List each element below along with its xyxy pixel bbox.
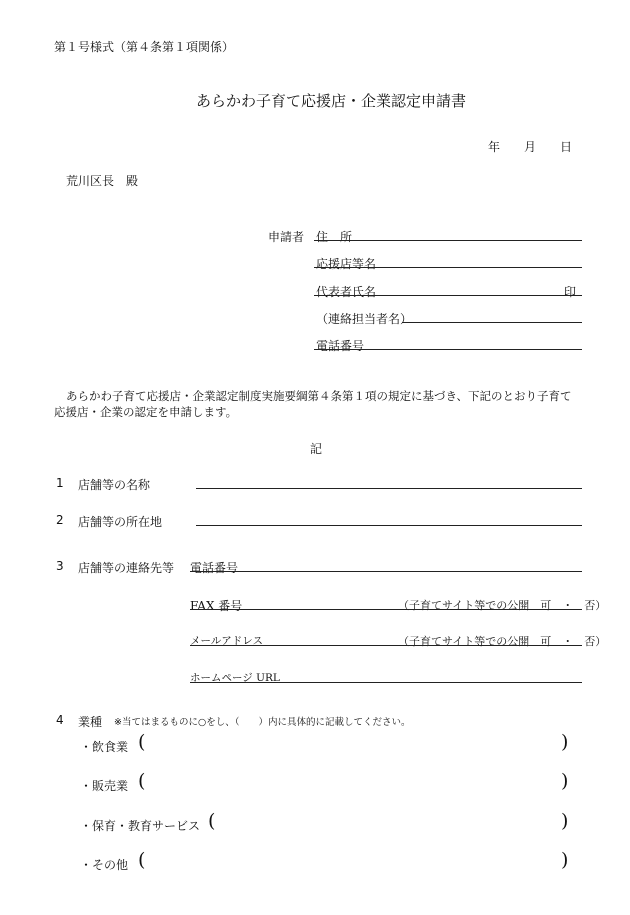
applicant-phone-line[interactable]	[314, 349, 582, 350]
industry-other-open-paren: (	[138, 849, 146, 871]
ki-heading: 記	[310, 442, 323, 456]
applicant-store-name-label: 応援店等名	[316, 257, 377, 271]
item-3-number: 3	[56, 559, 64, 573]
applicant-representative-label: 代表者氏名	[316, 285, 377, 299]
applicant-phone-label: 電話番号	[316, 339, 365, 353]
industry-food-close-paren: )	[561, 731, 569, 753]
seal-mark: 印	[564, 285, 577, 299]
contact-homepage-label: ホームページ URL	[190, 672, 280, 684]
industry-other-close-paren: )	[561, 849, 569, 871]
applicant-contact-person-label: （連絡担当者名）	[316, 312, 413, 326]
body-text-line2: 応援店・企業の認定を申請します。	[54, 405, 238, 419]
store-name-line[interactable]	[196, 488, 582, 489]
item-2-number: 2	[56, 513, 64, 527]
applicant-address-line[interactable]	[314, 240, 582, 241]
form-number: 第１号様式（第４条第１項関係）	[54, 40, 235, 54]
item-2-label: 店舗等の所在地	[78, 515, 163, 529]
contact-fax-public: （子育てサイト等での公開 可 ・ 否）	[398, 599, 607, 612]
applicant-label: 申請者	[268, 230, 305, 244]
contact-fax-label: FAX 番号	[190, 599, 243, 613]
contact-fax-line[interactable]	[190, 609, 582, 610]
contact-email-label: メールアドレス	[190, 635, 263, 647]
contact-homepage-line[interactable]	[190, 682, 582, 683]
date-year: 年	[488, 140, 501, 154]
item-1-number: 1	[56, 476, 64, 490]
applicant-store-name-line[interactable]	[314, 267, 582, 268]
industry-other-label: ・その他	[80, 858, 129, 872]
industry-retail-label: ・販売業	[80, 779, 129, 793]
body-text-line1: あらかわ子育て応援店・企業認定制度実施要綱第４条第１項の規定に基づき、下記のとおり子育て	[66, 389, 572, 403]
industry-retail-open-paren: (	[138, 770, 146, 792]
applicant-contact-person-line[interactable]	[402, 322, 582, 323]
contact-phone-label: 電話番号	[190, 561, 239, 575]
applicant-representative-line[interactable]	[314, 295, 582, 296]
contact-email-line[interactable]	[190, 645, 582, 646]
addressee: 荒川区長 殿	[66, 174, 139, 188]
store-address-line[interactable]	[196, 525, 582, 526]
item-4-label: 業種	[78, 715, 103, 729]
item-4-number: 4	[56, 713, 64, 727]
industry-childcare-label: ・保育・教育サービス	[80, 819, 201, 833]
page-title: あらかわ子育て応援店・企業認定申請書	[196, 92, 467, 110]
industry-note: ※当てはまるものに○をし、（ ）内に具体的に記載してください。	[114, 717, 411, 728]
item-1-label: 店舗等の名称	[78, 478, 151, 492]
date-day: 日	[560, 140, 573, 154]
contact-email-public: （子育てサイト等での公開 可 ・ 否）	[398, 635, 607, 648]
date-month: 月	[524, 140, 537, 154]
industry-retail-close-paren: )	[561, 770, 569, 792]
industry-childcare-close-paren: )	[561, 810, 569, 832]
contact-phone-line[interactable]	[190, 571, 582, 572]
industry-food-open-paren: (	[138, 731, 146, 753]
industry-food-label: ・飲食業	[80, 740, 129, 754]
applicant-address-label: 住 所	[316, 230, 353, 244]
item-3-label: 店舗等の連絡先等	[78, 561, 175, 575]
industry-childcare-open-paren: (	[208, 810, 216, 832]
